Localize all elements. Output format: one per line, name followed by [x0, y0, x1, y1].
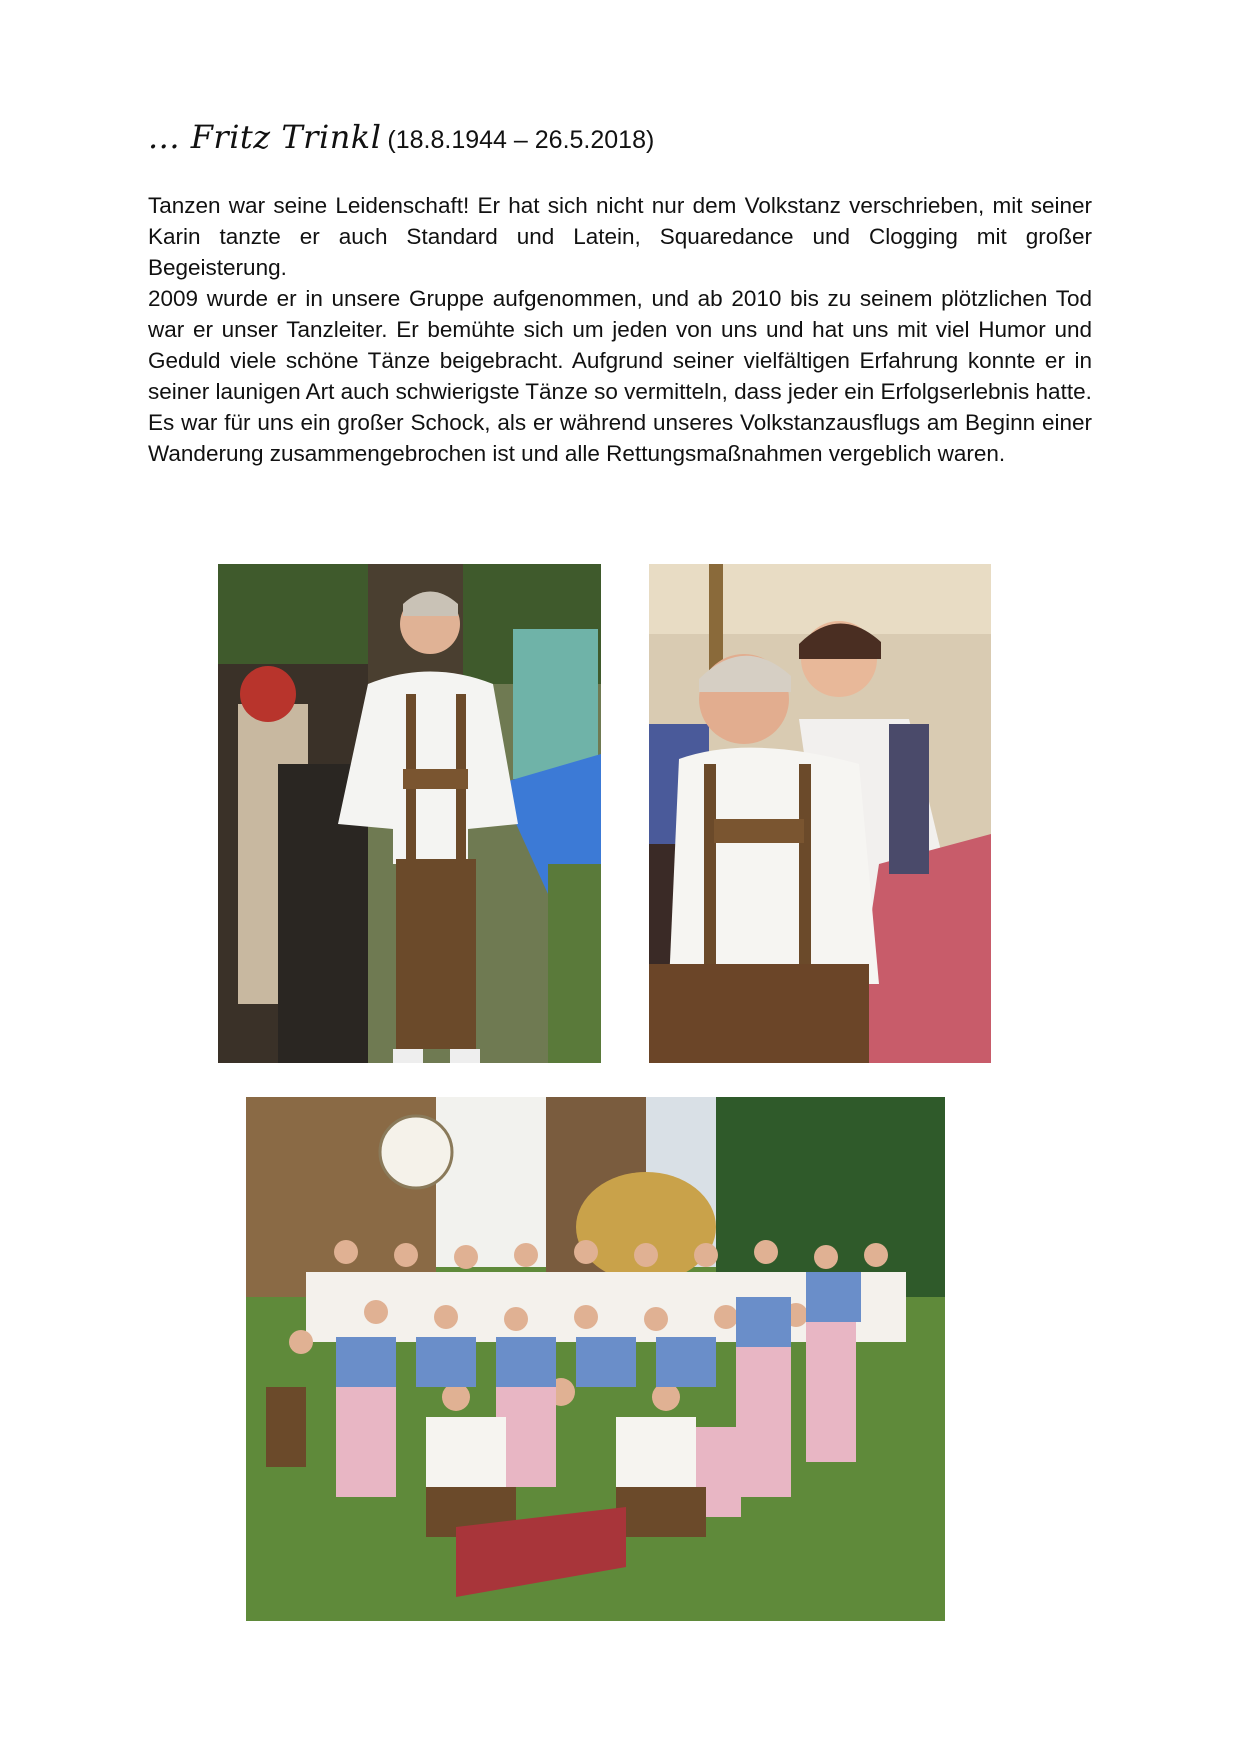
- title-dates: (18.8.1944 – 26.5.2018): [387, 126, 655, 154]
- title-prefix: ...: [148, 118, 191, 156]
- title-person-name: Fritz Trinkl: [190, 118, 382, 156]
- memorial-text: [148, 190, 1092, 469]
- group-photo-icon: [246, 1097, 945, 1621]
- photo-fritz-standing: [218, 564, 601, 1063]
- portrait-photo-icon: [218, 564, 601, 1063]
- title-name: [148, 118, 381, 156]
- paragraph-3: Es war für uns ein großer Schock, als er während unseres Volkstanzausflugs am Beginn einer Wanderung zusammengebrochen ist und alle Rettungsmaßnahmen vergeblich waren.: [148, 410, 1092, 466]
- portrait-photo-icon: [649, 564, 991, 1063]
- photo-dance-group: [246, 1097, 945, 1621]
- paragraph-2: 2009 wurde er in unsere Gruppe aufgenommen, und ab 2010 bis zu seinem plötzlichen Tod war er unser Tanzleiter. Er bemühte sich um jeden von uns und hat uns mit viel Humor und Geduld viele schöne Tänze beigebracht. Aufgrund seiner vielfältigen Erfahrung konnte er in seiner launigen Art auch schwierigste Tänze so vermitteln, dass jeder ein Erfolgserlebnis hatte.: [148, 286, 1092, 404]
- page-title: [148, 118, 654, 156]
- photo-fritz-seated: [649, 564, 991, 1063]
- paragraph-1: Tanzen war seine Leidenschaft! Er hat sich nicht nur dem Volkstanz verschrieben, mit seiner Karin tanzte er auch Standard und Latein, Squaredance und Clogging mit großer Begeisterung.: [148, 193, 1092, 280]
